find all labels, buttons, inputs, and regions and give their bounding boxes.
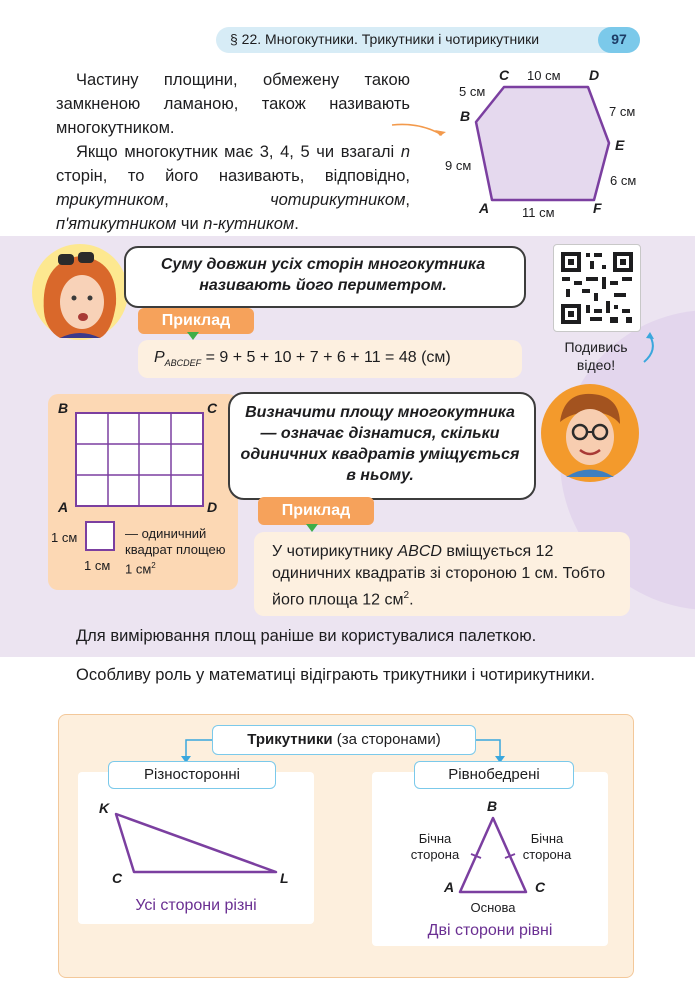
hexagon-shape bbox=[476, 87, 609, 200]
vertex-label-d: D bbox=[589, 67, 600, 83]
side-label-cd: 10 см bbox=[527, 68, 561, 83]
intro-paragraph-2: Якщо многокутник має 3, 4, 5 чи взагалі n сторін, то його називають, відповідно, трикутником, чотирикутником, п'ятикутником чи n-кутником. bbox=[56, 143, 410, 233]
boy-avatar bbox=[540, 382, 640, 484]
vertex-label-f: F bbox=[593, 200, 602, 216]
vertex-label-e: E bbox=[615, 137, 625, 153]
scalene-caption: Усі сторони різні bbox=[135, 897, 257, 914]
perimeter-example-tag: Приклад bbox=[138, 308, 254, 334]
hexagon-illustration bbox=[380, 60, 650, 230]
side-label-ef: 6 см bbox=[610, 173, 637, 188]
pointer-arrow bbox=[392, 124, 442, 135]
scalene-vertex-k: K bbox=[99, 800, 110, 816]
page-number: 97 bbox=[611, 31, 627, 47]
classification-title: Трикутники (за сторонами) bbox=[212, 725, 476, 755]
side-label-ab: 9 см bbox=[445, 158, 472, 173]
isosceles-label: Рівнобедрені bbox=[414, 761, 574, 789]
grid-vertex-d: D bbox=[207, 499, 218, 515]
scalene-vertex-c: C bbox=[112, 870, 123, 886]
qr-caption: Подивись відео! bbox=[564, 339, 628, 373]
intro-text bbox=[56, 68, 410, 236]
vertex-label-c: C bbox=[499, 67, 510, 83]
curved-arrow-icon bbox=[640, 330, 664, 366]
intro-paragraph-1: Частину площини, обмежену такою замкненою ламаною, також називають многокутником. bbox=[56, 71, 410, 137]
unit-side-left-label: 1 см bbox=[51, 530, 78, 545]
area-definition-text: Визначити площу многокутника — означає дізнатися, скільки одиничних квадратів уміщується в ньому. bbox=[240, 404, 520, 484]
scalene-label: Різносторонні bbox=[108, 761, 276, 789]
lateral-side-left-label: Бічна сторона bbox=[410, 831, 460, 862]
perimeter-formula: $P_{ABCDEF} = 9 + 5 + 10 + 7 + 6 + 11 = 48$ (см) bbox=[154, 349, 451, 369]
isosceles-vertex-c: C bbox=[535, 879, 546, 895]
perimeter-definition-text: Суму довжин усіх сторін многокутника називають його периметром. bbox=[160, 256, 486, 294]
grid-vertex-a: A bbox=[58, 499, 69, 515]
side-label-bc: 5 см bbox=[459, 84, 486, 99]
unit-square bbox=[85, 521, 115, 551]
isosceles-vertex-b: B bbox=[487, 798, 498, 814]
side-label-fa: 11 см bbox=[522, 205, 555, 220]
vertex-label-a: A bbox=[479, 200, 490, 216]
measurement-note: Для вимірювання площ раніше ви користувалися палеткою. bbox=[76, 627, 537, 645]
unit-grid bbox=[75, 412, 205, 508]
unit-side-bottom-label: 1 см bbox=[84, 558, 111, 573]
side-label-de: 7 см bbox=[609, 104, 636, 119]
scalene-vertex-l: L bbox=[280, 870, 289, 886]
section-title: § 22. Многокутники. Трикутники і чотирикутники bbox=[230, 31, 540, 47]
girl-avatar bbox=[30, 242, 130, 342]
grid-vertex-b: B bbox=[58, 400, 69, 416]
special-role-text: Особливу роль у математиці відіграють трикутники і чотирикутники. bbox=[76, 666, 595, 684]
unit-square-caption: — одиничний квадрат площею 1 $см^2$ bbox=[125, 526, 226, 577]
isosceles-vertex-a: A bbox=[444, 879, 455, 895]
lateral-side-right-label: Бічна сторона bbox=[522, 831, 572, 862]
video-qr-code[interactable] bbox=[553, 244, 641, 332]
isosceles-caption: Дві сторони рівні bbox=[427, 922, 553, 939]
qr-code-icon bbox=[554, 245, 640, 331]
base-label: Основа bbox=[470, 900, 516, 915]
vertex-label-b: B bbox=[460, 108, 471, 124]
area-example-tag: Приклад bbox=[258, 497, 374, 525]
scalene-triangle bbox=[110, 808, 282, 878]
grid-vertex-c: C bbox=[207, 400, 218, 416]
area-example-text: У чотирикутнику ABCD вміщується 12 одиничних квадратів зі стороною 1 см. Тобто його площа 12 $см^2$. bbox=[272, 543, 606, 609]
